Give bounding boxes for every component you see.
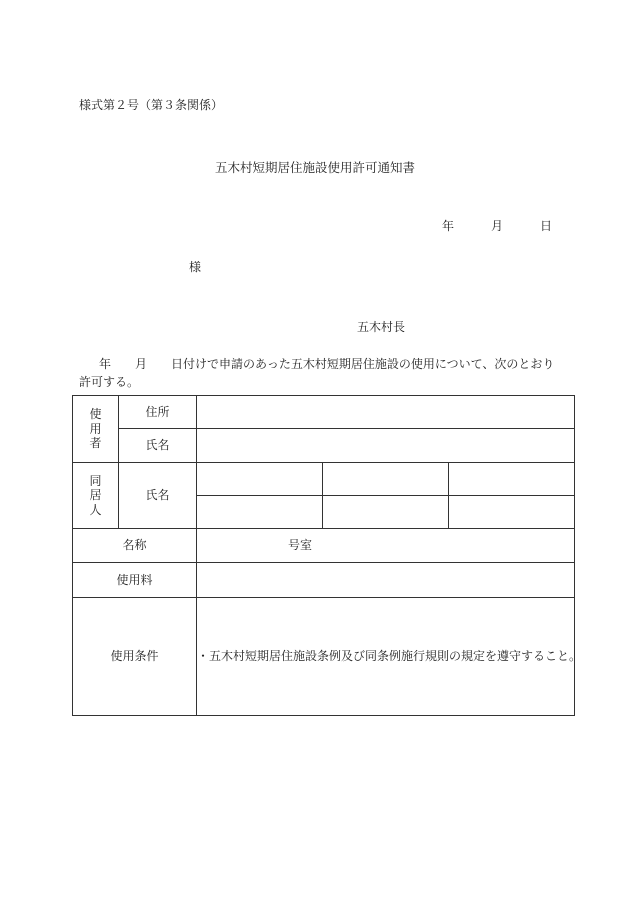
- recipient-honorific: 様: [189, 260, 202, 274]
- usage-fee-field[interactable]: [197, 563, 575, 598]
- cohabitant-name-field-2[interactable]: [323, 463, 449, 496]
- usage-conditions-label: 使用条件: [73, 598, 197, 716]
- permission-statement: 年 月 日付けで申請のあった五木村短期居住施設の使用について、次のとおり許可する。: [79, 357, 555, 389]
- cohabitant-name-field-4[interactable]: [197, 496, 323, 529]
- cohabitant-group-label: 同 居 人: [73, 463, 119, 529]
- date-month-label: 月: [491, 219, 504, 233]
- address-label: 住所: [119, 396, 197, 429]
- name-field[interactable]: [197, 429, 575, 463]
- cohabitant-name-field-3[interactable]: [449, 463, 575, 496]
- usage-fee-label: 使用料: [73, 563, 197, 598]
- permit-details-table: [72, 395, 582, 716]
- address-field[interactable]: [197, 396, 575, 429]
- date-day-label: 日: [540, 219, 553, 233]
- cohabitant-name-field-6[interactable]: [449, 496, 575, 529]
- room-number-field[interactable]: [197, 529, 575, 563]
- facility-name-label: 名称: [73, 529, 197, 563]
- table-row: [73, 563, 575, 598]
- usage-conditions-text: ・五木村短期居住施設条例及び同条例施行規則の規定を遵守すること。: [197, 598, 575, 716]
- document-title: 五木村短期居住施設使用許可通知書: [214, 160, 415, 175]
- table-row: [73, 463, 575, 496]
- table-row: [73, 429, 575, 463]
- table-row: [73, 598, 575, 716]
- user-group-label: 使 用 者: [73, 396, 119, 463]
- cohabitant-name-label: 氏名: [119, 463, 197, 529]
- date-year-label: 年: [442, 219, 455, 233]
- cohabitant-name-field-5[interactable]: [323, 496, 449, 529]
- form-number-label: 様式第２号（第３条関係）: [79, 98, 224, 112]
- table-row: [73, 396, 575, 429]
- table-row: [73, 529, 575, 563]
- issuer-name: 五木村長: [357, 320, 406, 334]
- name-label: 氏名: [119, 429, 197, 463]
- room-suffix: 号室: [288, 538, 313, 553]
- cohabitant-name-field-1[interactable]: [197, 463, 323, 496]
